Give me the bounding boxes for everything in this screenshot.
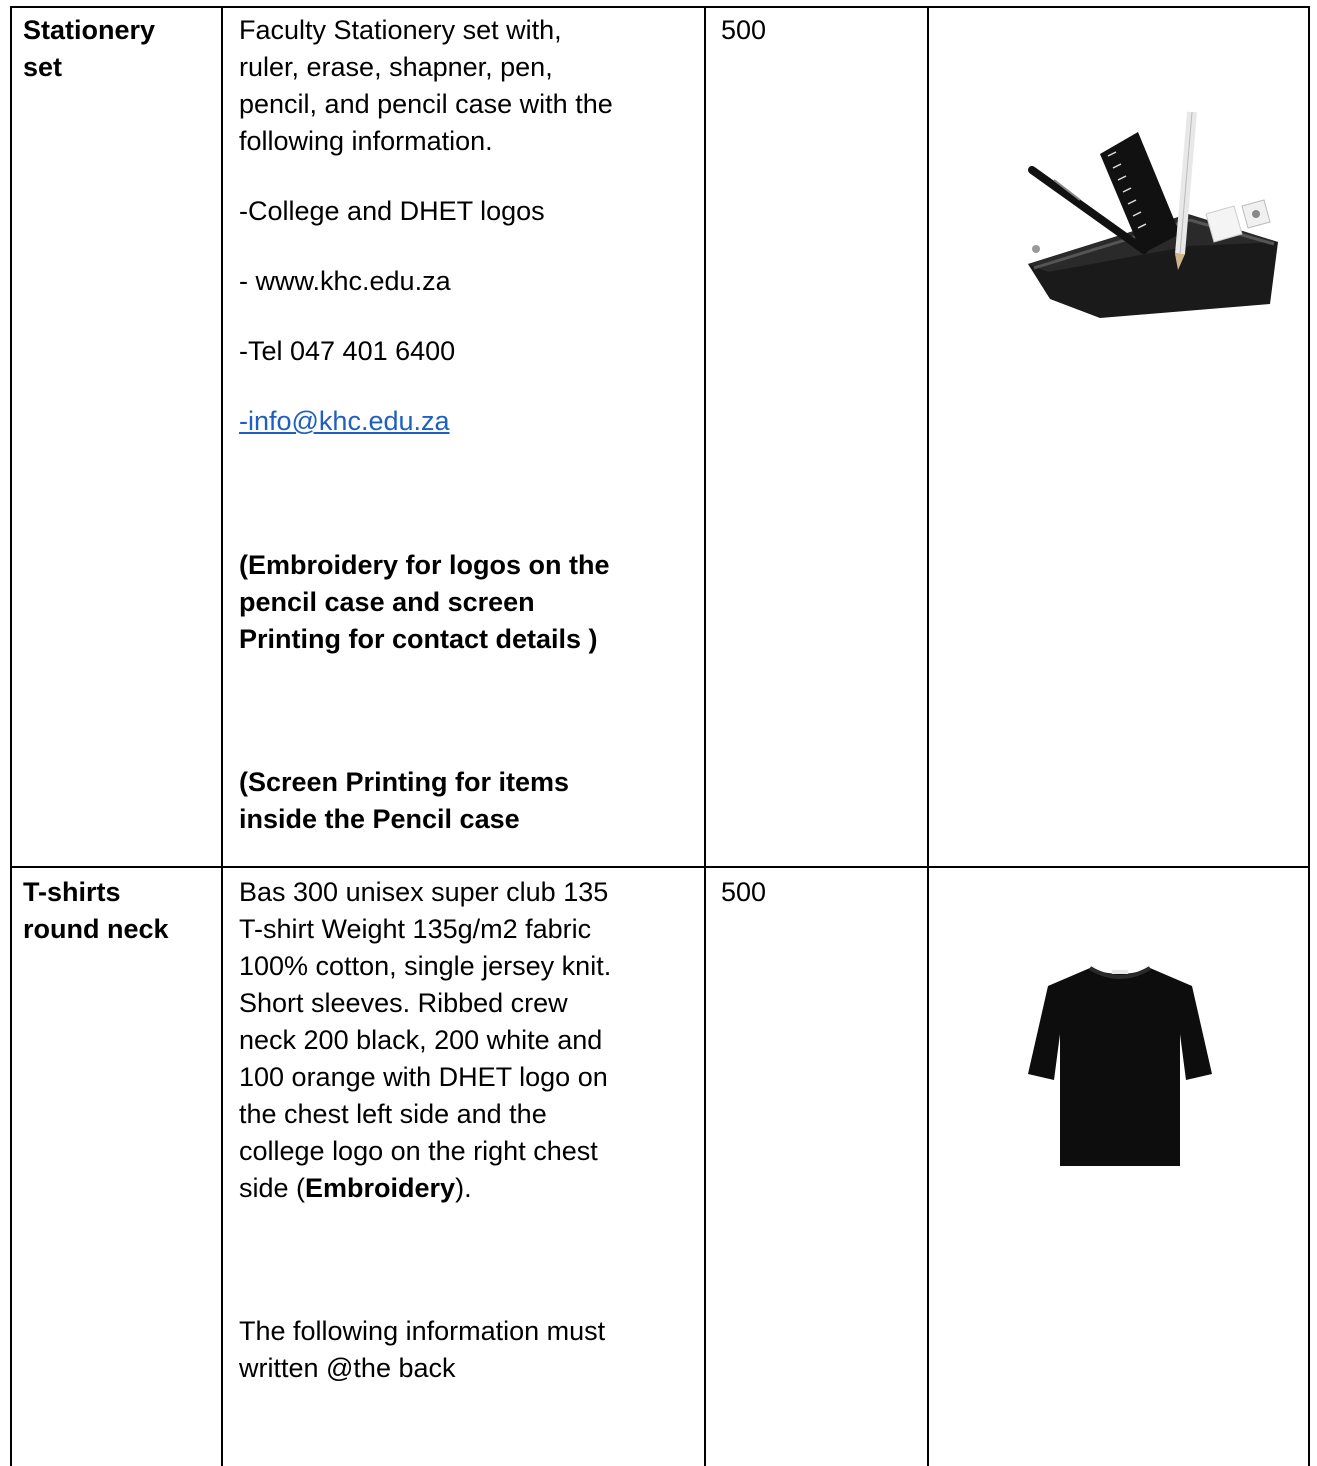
quantity-cell <box>721 12 921 49</box>
item-name-line: set <box>23 52 63 82</box>
description-line: following information. <box>239 126 493 156</box>
description-line: Bas 300 unisex super club 135 <box>239 877 609 907</box>
description-line: T-shirt Weight 135g/m2 fabric <box>239 914 592 944</box>
screen-note-line: (Screen Printing for items <box>239 767 570 797</box>
items-table <box>10 6 1310 1466</box>
screen-note-line: inside the Pencil case <box>239 804 520 834</box>
col-border-2 <box>704 6 706 1466</box>
quantity-cell <box>721 874 921 911</box>
item-name-line: round neck <box>23 914 169 944</box>
stationery-set-image <box>1020 94 1285 324</box>
tshirt-image <box>1020 956 1220 1171</box>
logos-line: -College and DHET logos <box>239 196 545 226</box>
col-border-1 <box>221 6 223 1466</box>
item-name-cell <box>23 874 213 948</box>
description-cell <box>239 12 699 838</box>
item-name-line: T-shirts <box>23 877 121 907</box>
item-name-line: Stationery <box>23 15 156 45</box>
table-top-border <box>10 6 1310 8</box>
quantity-value: 500 <box>721 877 767 907</box>
following-info-line: written @the back <box>239 1353 456 1383</box>
description-line: 100 orange with DHET logo on <box>239 1062 608 1092</box>
description-line: Faculty Stationery set with, <box>239 15 562 45</box>
description-line: Short sleeves. Ribbed crew <box>239 988 568 1018</box>
embroidery-note-line: (Embroidery for logos on the <box>239 550 610 580</box>
col-border-left <box>10 6 12 1466</box>
tel-line: -Tel 047 401 6400 <box>239 336 456 366</box>
description-line: college logo on the right chest <box>239 1136 598 1166</box>
description-cell <box>239 874 699 1387</box>
embroidery-bold: Embroidery <box>305 1173 456 1203</box>
description-line: 100% cotton, single jersey knit. <box>239 951 612 981</box>
description-line: side (Embroidery). <box>239 1173 472 1203</box>
description-line: the chest left side and the <box>239 1099 547 1129</box>
description-line: neck 200 black, 200 white and <box>239 1025 603 1055</box>
embroidery-note-line: pencil case and screen <box>239 587 535 617</box>
website-line: - www.khc.edu.za <box>239 266 451 296</box>
following-info-line: The following information must <box>239 1316 606 1346</box>
row-divider <box>10 866 1310 868</box>
embroidery-note-line: Printing for contact details ) <box>239 624 598 654</box>
col-border-3 <box>927 6 929 1466</box>
col-border-right <box>1308 6 1310 1466</box>
item-name-cell <box>23 12 213 86</box>
email-link[interactable]: -info@khc.edu.za <box>239 406 450 436</box>
description-line: ruler, erase, shapner, pen, <box>239 52 553 82</box>
quantity-value: 500 <box>721 15 767 45</box>
description-line: pencil, and pencil case with the <box>239 89 613 119</box>
